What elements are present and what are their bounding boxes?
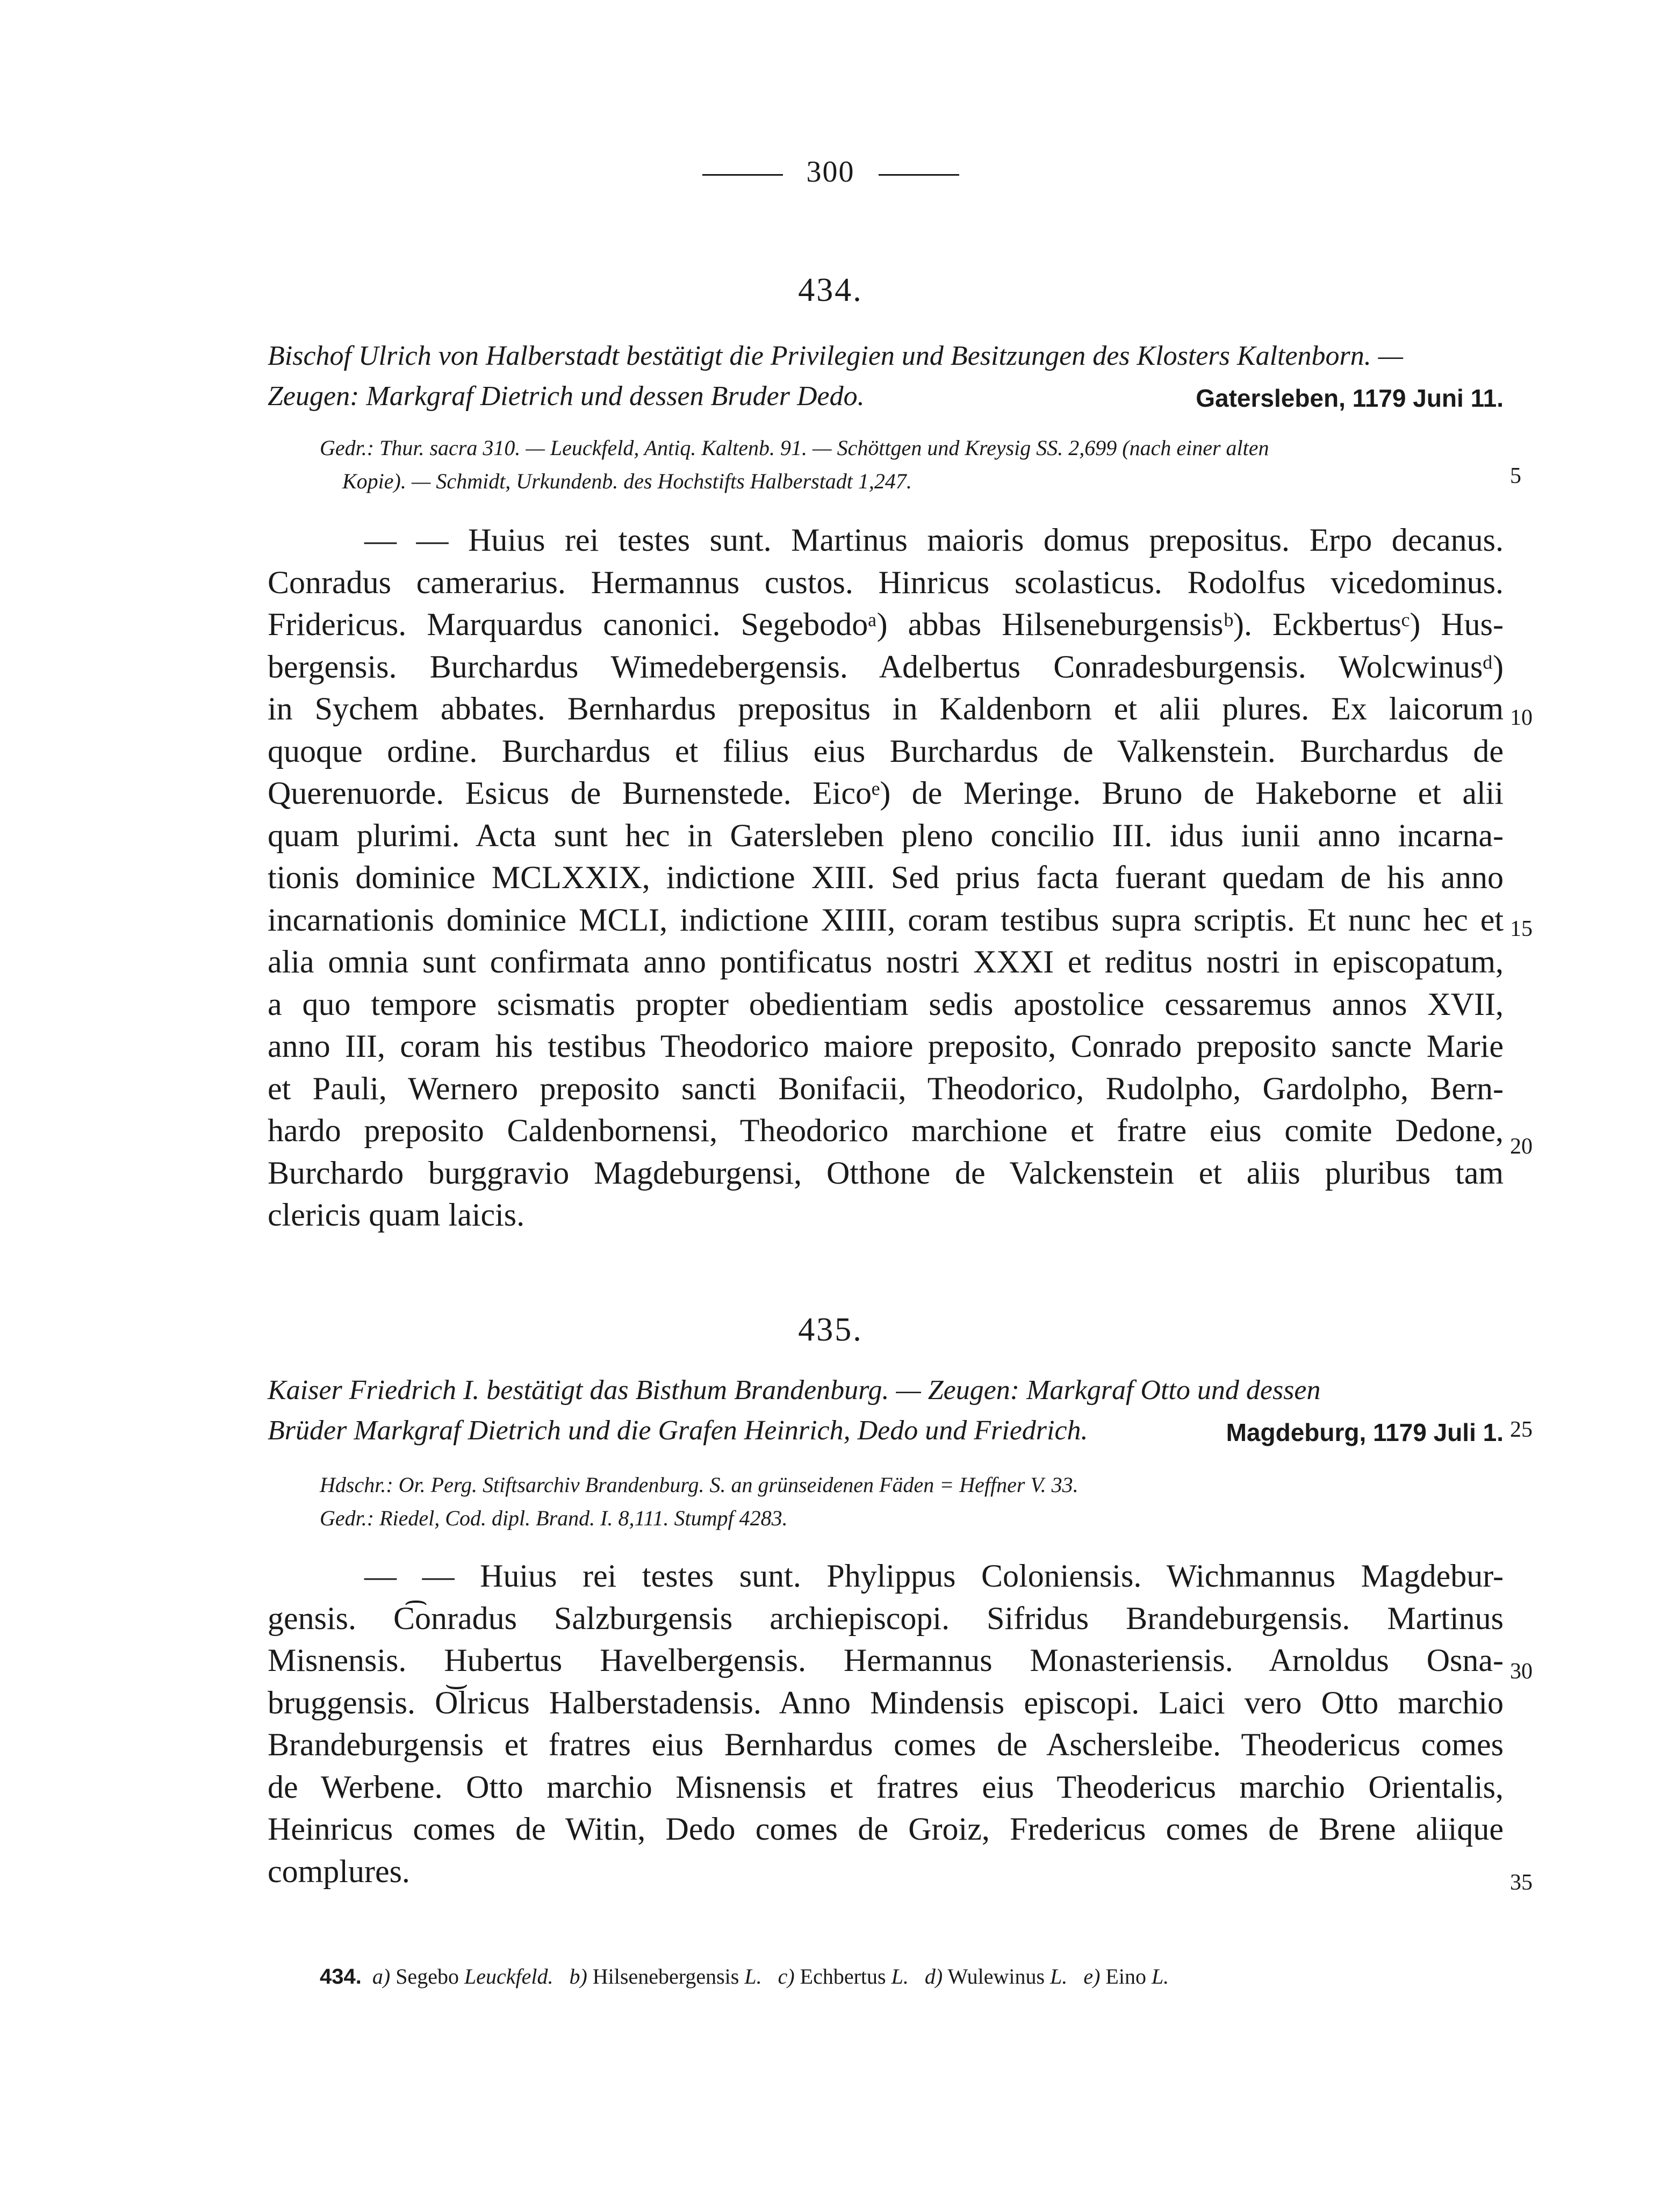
footnote-d-source: L. (1050, 1964, 1068, 1988)
footnote-c-source: L. (891, 1964, 909, 1988)
regest-434-line-2 (268, 376, 1504, 416)
text-434-line: a quo tempore scismatis propter obedientiam sedis apostolice cessaremus annos XVII, (268, 986, 1504, 1022)
footnote-a-source: Leuckfeld. (464, 1964, 553, 1988)
text-434-line: — — Huius rei testes sunt. Martinus maioris domus prepositus. Erpo decanus. (364, 522, 1504, 558)
regest-435-line-2-text: Brüder Markgraf Dietrich und die Grafen Heinrich, Dedo und Friedrich. (268, 1415, 1088, 1446)
text-435-line: de Werbene. Otto marchio Misnensis et fratres eius Theodericus marchio Orientalis, (268, 1769, 1504, 1805)
text-434-line: anno III, coram his testibus Theodorico maiore preposito, Conrado preposito sancte Marie (268, 1028, 1504, 1064)
regest-435-line-2 (268, 1410, 1504, 1451)
text-435-line: Brandeburgensis et fratres eius Bernhardus comes de Aschersleibe. Theodericus comes (268, 1727, 1504, 1762)
text-434-line: Fridericus. Marquardus canonici. Segebodoᵃ) abbas Hilseneburgensisᵇ). Eckbertusᶜ) Hus- (268, 607, 1504, 642)
regest-434-line-2-text: Zeugen: Markgraf Dietrich und dessen Bruder Dedo. (268, 381, 865, 412)
footnote-d-marker: d) (924, 1964, 943, 1988)
document-number-434: 434. (798, 272, 863, 308)
text-434-line: hardo preposito Caldenbornensi, Theodorico marchione et fratre eius comite Dedone, (268, 1113, 1504, 1148)
place-date-434: Gatersleben, 1179 Juni 11. (1196, 384, 1504, 412)
page-number (0, 155, 1661, 189)
text-434 (268, 519, 1504, 1236)
page-number-dash-left (702, 174, 783, 176)
text-434-line: clericis quam laicis. (268, 1197, 525, 1233)
text-434-line: Burchardo burggravio Magdeburgensi, Otthone de Valckenstein et aliis pluribus tam (268, 1155, 1504, 1191)
regest-435-line-1: Kaiser Friedrich I. bestätigt das Bisthum Brandenburg. — Zeugen: Markgraf Otto und dessen (268, 1375, 1321, 1406)
text-435-line: Misnensis. Hubertus Havelbergensis. Hermannus Monasteriensis. Arnoldus Osna- (268, 1642, 1504, 1678)
text-434-line: bergensis. Burchardus Wimedebergensis. Adelbertus Conradesburgensis. Wolcwinusᵈ) (268, 649, 1504, 685)
footnote-ref: 434. (320, 1965, 362, 1988)
footnote-b-word: Hilsenebergensis (592, 1964, 739, 1988)
footnote-a-marker: a) (372, 1964, 391, 1988)
footnote-c-word: Echbertus (800, 1964, 886, 1988)
text-434-line: tionis dominice MCLXXIX, indictione XIII. Sed prius facta fuerant quedam de his anno (268, 860, 1504, 895)
text-434-line: quam plurimi. Acta sunt hec in Gatersleben pleno concilio III. idus iunii anno incarna- (268, 817, 1504, 853)
margin-line-number: 10 (1510, 705, 1533, 730)
document-number-435: 435. (798, 1312, 863, 1348)
source-434-line-1: Gedr.: Thur. sacra 310. — Leuckfeld, Antiq. Kaltenb. 91. — Schöttgen und Kreysig SS. 2,699 (nach einer alten (320, 436, 1269, 460)
footnote-e-word: Eino (1105, 1964, 1146, 1988)
text-435-line: gensis. C͡onradus Salzburgensis archiepiscopi. Sifridus Brandeburgensis. Martinus (268, 1600, 1504, 1636)
source-note-435 (320, 1468, 1507, 1535)
text-434-line: quoque ordine. Burchardus et filius eius Burchardus de Valkenstein. Burchardus de (268, 733, 1504, 769)
footnote-b-marker: b) (569, 1964, 587, 1988)
source-435-line-1: Hdschr.: Or. Perg. Stiftsarchiv Brandenburg. S. an grünseidenen Fäden = Heffner V. 33. (320, 1473, 1078, 1497)
source-note-434 (320, 431, 1507, 498)
source-434-line-2: Kopie). — Schmidt, Urkundenb. des Hochstifts Halberstadt 1,247. (342, 469, 912, 493)
text-435-line: Heinricus comes de Witin, Dedo comes de Groiz, Fredericus comes de Brene aliique (268, 1811, 1504, 1847)
text-434-line: et Pauli, Wernero preposito sancti Bonifacii, Theodorico, Rudolpho, Gardolpho, Bern- (268, 1070, 1504, 1106)
place-date-435: Magdeburg, 1179 Juli 1. (1226, 1418, 1504, 1446)
regest-435 (268, 1370, 1504, 1451)
footnote-a-word: Segebo (396, 1964, 459, 1988)
source-435-line-2: Gedr.: Riedel, Cod. dipl. Brand. I. 8,111. Stumpf 4283. (320, 1506, 788, 1530)
footnote-c-marker: c) (778, 1964, 795, 1988)
margin-line-number: 35 (1510, 1870, 1533, 1895)
margin-line-number: 15 (1510, 917, 1533, 941)
page-number-dash-right (879, 174, 959, 176)
footnote-e-marker: e) (1083, 1964, 1101, 1988)
footnote-d-word: Wulewinus (947, 1964, 1045, 1988)
margin-line-number: 30 (1510, 1659, 1533, 1684)
text-434-line: alia omnia sunt confirmata anno pontificatus nostri XXXI et reditus nostri in episcopatum, (268, 944, 1504, 979)
margin-line-number: 5 (1510, 464, 1521, 488)
text-434-line: in Sychem abbates. Bernhardus prepositus in Kaldenborn et alii plures. Ex laicorum (268, 691, 1504, 726)
margin-line-number: 20 (1510, 1134, 1533, 1159)
footnote-e-source: L. (1151, 1964, 1169, 1988)
regest-434 (268, 336, 1504, 416)
regest-434-line-1: Bischof Ulrich von Halberstadt bestätigt die Privilegien und Besitzungen des Klosters Kaltenborn. — (268, 341, 1404, 371)
text-435-line: bruggensis. O͝lricus Halberstadensis. Anno Mindensis episcopi. Laici vero Otto marchio (268, 1684, 1504, 1720)
text-435-line: complures. (268, 1853, 410, 1889)
footnotes (320, 1964, 1556, 1989)
text-434-line: Conradus camerarius. Hermannus custos. Hinricus scolasticus. Rodolfus vicedominus. (268, 564, 1504, 600)
text-434-line: Querenuorde. Esicus de Burnenstede. Eicoᵉ) de Meringe. Bruno de Hakeborne et alii (268, 775, 1504, 811)
footnote-b-source: L. (744, 1964, 762, 1988)
text-435 (268, 1555, 1504, 1892)
page-number-text: 300 (806, 155, 855, 189)
margin-line-number: 25 (1510, 1417, 1533, 1442)
text-435-line: — — Huius rei testes sunt. Phylippus Coloniensis. Wichmannus Magdebur- (364, 1558, 1504, 1594)
text-434-line: incarnationis dominice MCLI, indictione XIIII, coram testibus supra scriptis. Et nunc hec et (268, 902, 1504, 938)
